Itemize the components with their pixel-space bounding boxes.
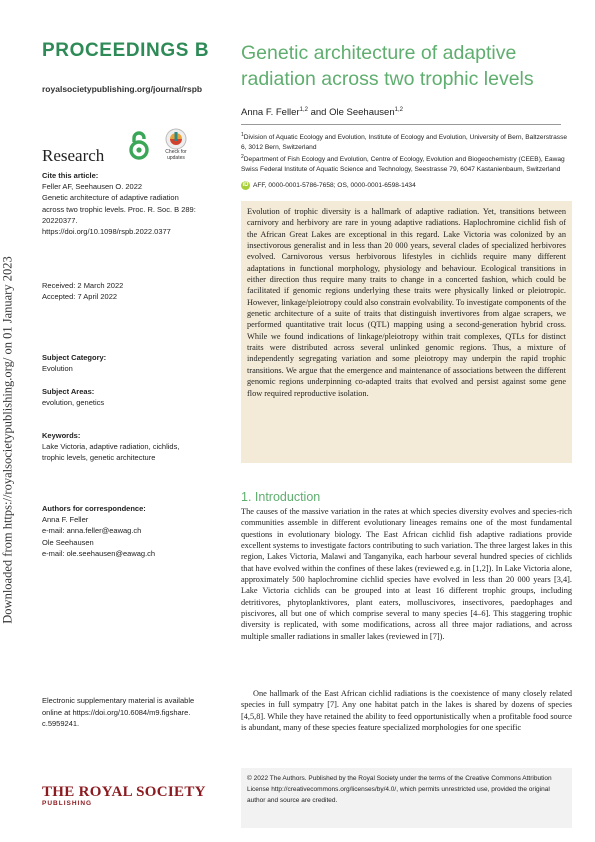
download-watermark-text: Downloaded from https://royalsocietypublishing.org/ on 01 January 2023 [0,256,15,624]
download-watermark [0,256,15,624]
author-affiliation-marker: 1,2 [394,107,403,113]
citation-line: 20220377. [42,215,78,225]
accepted-date: Accepted: 7 April 2022 [42,292,118,302]
citation-heading: Cite this article: [42,171,99,180]
publisher-logo-name: THE ROYAL SOCIETY [42,784,206,800]
correspondence-author: Anna F. Feller [42,515,89,525]
affiliation [241,131,571,152]
orcid-row[interactable] [241,181,416,190]
citation-line: across two trophic levels. Proc. R. Soc. B 289: [42,204,196,214]
check-for-updates-icon[interactable] [163,128,189,162]
article-section: Research [42,146,105,165]
journal-name[interactable]: PROCEEDINGS B [42,40,210,61]
supplementary-link[interactable]: online at https://doi.org/10.6084/m9.figshare. [42,707,191,717]
received-date: Received: 2 March 2022 [42,281,124,290]
keywords-block [42,430,202,464]
subject-areas-heading: Subject Areas: [42,387,95,396]
orcid-icon: iD [242,182,249,188]
open-access-icon [128,130,150,160]
introduction-heading: 1. Introduction [241,490,321,504]
affiliation [241,153,571,174]
citation-doi-link[interactable]: https://doi.org/10.1098/rspb.2022.0377 [42,227,171,237]
author-affiliation-marker: 1,2 [299,107,308,113]
supplementary-link[interactable]: c.5959241. [42,719,80,728]
subject-category-block [42,352,202,374]
affiliation-marker: 1 [241,132,244,138]
article-title: Genetic architecture of adaptive radiation across two trophic levels [241,42,534,90]
author-divider [241,124,561,125]
citation-block [42,170,202,237]
correspondence-heading: Authors for correspondence: [42,504,146,513]
author-list [241,107,403,118]
check-for-updates-label: Check for updates [165,149,187,161]
affiliation-text: Division of Aquatic Ecology and Evolution, Institute of Ecology and Evolution, University of Bern, Baltzerstrasse 6, 3012 Bern, Switzerland [241,134,568,151]
supplementary-note [42,695,212,730]
citation-line: Feller AF, Seehausen O. 2022 [42,182,143,192]
subject-category-heading: Subject Category: [42,353,107,362]
keywords-heading: Keywords: [42,431,81,440]
dates-block [42,280,202,302]
keywords-line: Lake Victoria, adaptive radiation, cichlids, [42,442,180,452]
affiliation-marker: 2 [241,154,244,160]
keywords-line: trophic levels, genetic architecture [42,453,156,463]
license-text: © 2022 The Authors. Published by the Royal Society under the terms of the Creative Commons Attribution License http://creativecommons.org/licenses/by/4.0/, which permits unrestricted use, provided the original author and source are credited. [247,775,552,804]
subject-areas-value: evolution, genetics [42,398,105,408]
author-separator: and [307,107,330,119]
introduction-paragraph: One hallmark of the East African cichlid radiations is the coexistence of many closely related species in full sympatry [7]. Any one habitat patch in the lakes is shared by dozens of species [4,5,8]. While they have retained the ability to feed opportunistically when a profitable food source is abundant, many of these species feature specialized morphologies for one specific [241,689,572,733]
correspondence-email-link[interactable]: e-mail: anna.feller@eawag.ch [42,526,142,536]
publisher-logo-sub: PUBLISHING [42,800,93,807]
supplementary-line: Electronic supplementary material is available [42,696,195,705]
correspondence-block [42,503,202,559]
correspondence-author: Ole Seehausen [42,537,94,547]
affiliation-text: Department of Fish Ecology and Evolution, Centre of Ecology, Evolution and Biogeochemistry (CEEB), Eawag Swiss Federal Institute of Aquatic Science and Technology, Seestrasse 79, 6047 Kastanienbaum, Switzerland [241,156,565,173]
introduction-paragraph: The causes of the massive variation in the rates at which species diversity evolves and species-rich communities assemble in different evolutionary lineages remains one of the most fundamental questions in evolutionary biology. The East African cichlid fish adaptive radiations provide excellent systems to investigate factors contributing to such variation. The three largest lakes in this region, Lakes Victoria, Malawi and Tanganyika, each harbour several hundred species of cichlids that have evolved within the confines of these lakes (reviewed e.g. in [1,2]). In Lake Victoria alone, approximately 500 haplochromine cichlid species have evolved in less than 20 000 years [3,4]. Lake Victoria cichlids can be grouped into at least 16 different trophic groups, including detritivores, phytoplanktivores, plant eaters, molluscivores, insectivores, paedophages and piscivores, all but one of which comprise several to many species [4–6]. This staggering trophic diversity is replicated, with some modifications, across all three major radiations, and across multiple smaller radiations in smaller lakes (reviewed in [7]). [241,507,572,641]
journal-url[interactable]: royalsocietypublishing.org/journal/rspb [42,84,203,94]
subject-category-value: Evolution [42,364,73,374]
author-name: Anna F. Feller [241,107,300,119]
correspondence-email-link[interactable]: e-mail: ole.seehausen@eawag.ch [42,548,156,558]
author-name: Ole Seehausen [329,107,395,119]
citation-line: Genetic architecture of adaptive radiation [42,193,179,203]
abstract-text: Evolution of trophic diversity is a hallmark of adaptive radiation. Yet, transitions between carnivory and herbivory are rare in young adaptive radiations. Haplochromine cichlid fish of the African Great Lakes are exceptional in this regard. Lake Victoria was colonized by an insectivorous generalist and in less than 20 000 years, several clades of specialized herbivores evolved. Carnivorous versus herbivorous lifestyles in cichlids require many different adaptations in functional morphology, physiology and behaviour. Ecological transitions in either direction thus require many traits to change in a concerted fashion, which could be facilitated if genomic regions underlying these traits were physically linked or pleiotropic. However, linkage/pleiotropy could also constrain evolvability. To investigate components of the genetic architecture of a suite of traits that distinguish invertivores from algae scrapers, we performed quantitative trait locus (QTL) mapping using a second-generation hybrid cross. While we found indications of linkage/pleiotropy within trait complexes, QTLs for distinct traits were distributed across several unlinked genomic regions. Thus, a mixture of independently segregating variation and some pleiotropy may underpin the rapid trophic transitions. We argue that the emergence and maintenance of associations between the different genomic regions underpinning co-adapted traits that evolved and persist against some gene flow required reproductive isolation. [247,207,566,398]
orcid-ids[interactable]: AFF, 0000-0001-5786-7658; OS, 0000-0001-6598-1434 [253,182,416,189]
subject-areas-block [42,386,202,408]
